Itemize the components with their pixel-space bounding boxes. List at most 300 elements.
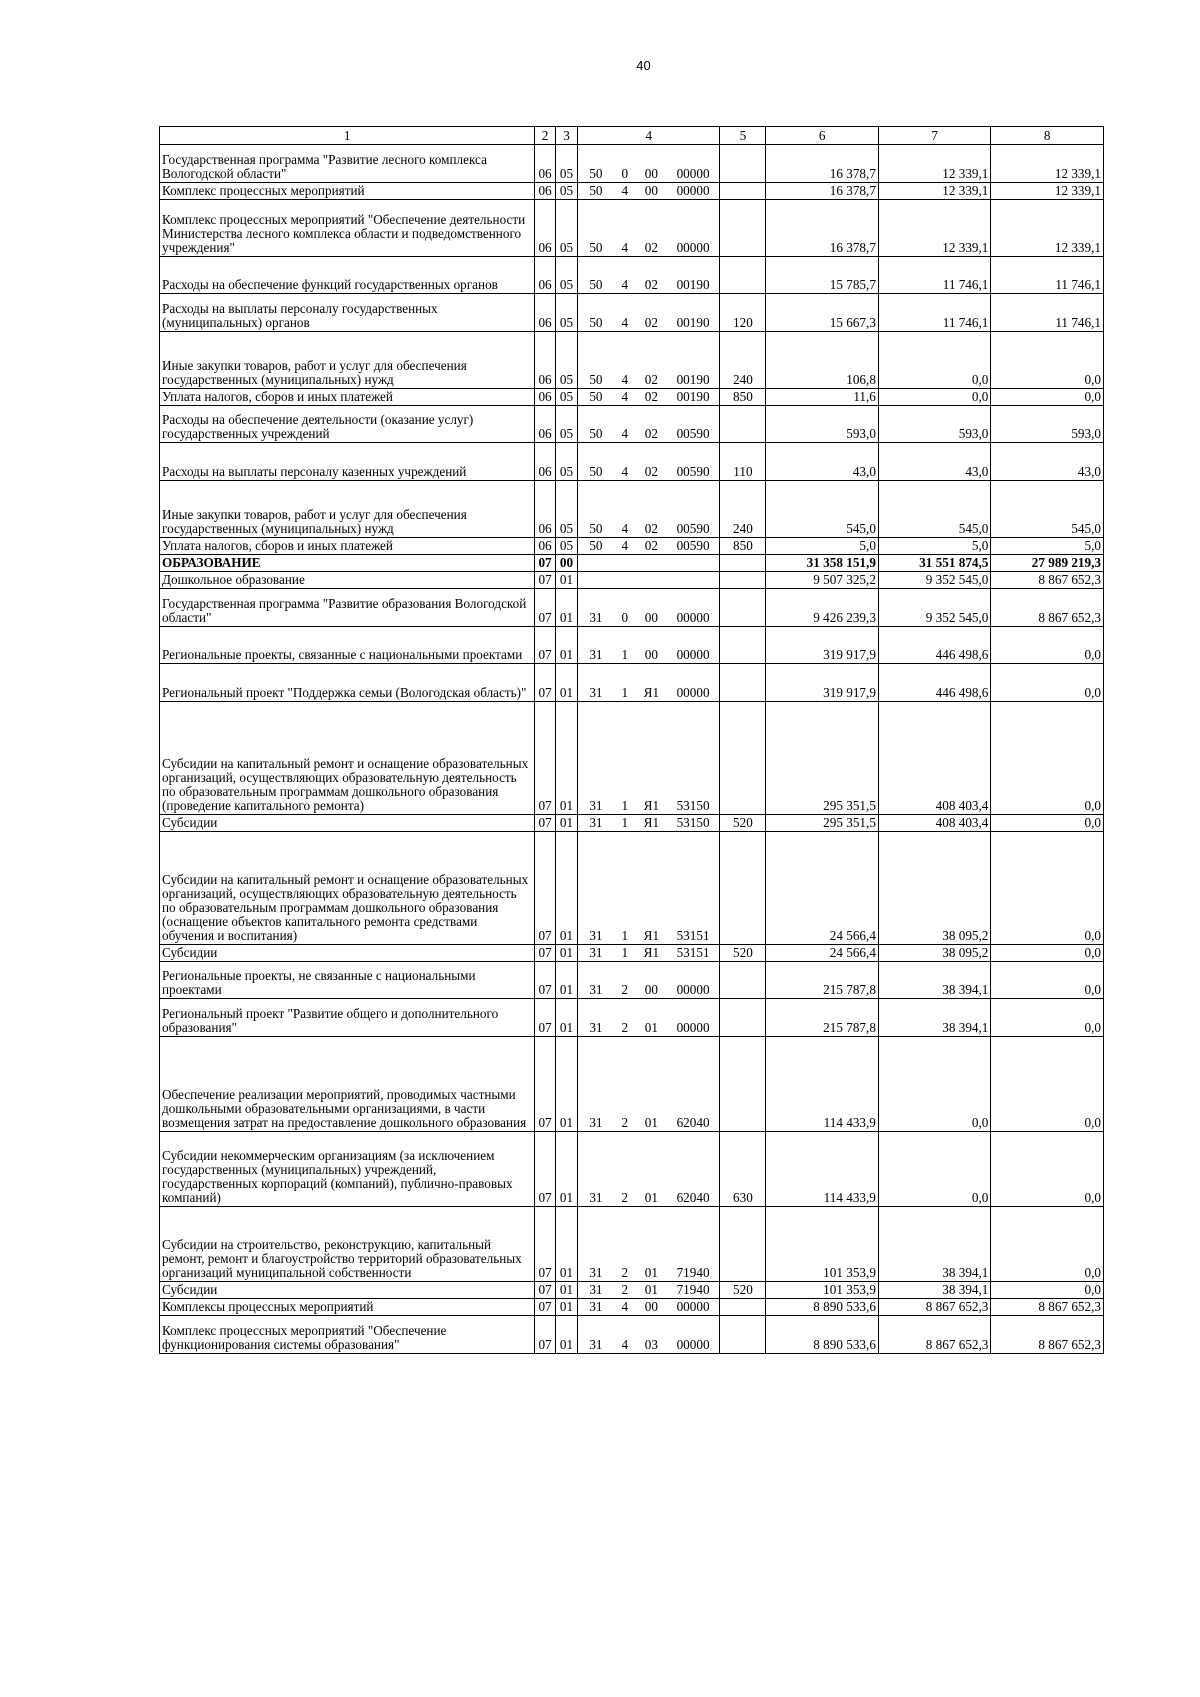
section-code: 06: [535, 389, 555, 406]
direction-code: 4: [614, 200, 636, 257]
section-code: 07: [535, 999, 555, 1037]
direction-code: 0: [614, 589, 636, 627]
subprogram-code: Я1: [636, 832, 667, 945]
amount-col6: 8 890 533,6: [766, 1316, 878, 1354]
program-code: 31: [578, 999, 614, 1037]
amount-col6: 15 785,7: [766, 257, 878, 294]
subsection-code: 05: [555, 538, 577, 555]
table-row: [160, 945, 1104, 962]
program-code: 31: [578, 962, 614, 999]
direction-code: 4: [614, 481, 636, 538]
row-name: Субсидии на капитальный ремонт и оснащение образовательных организаций, осуществляющих образовательную деятельность по образовательным программам дошкольного образования (оснащение объектов капитального ремонта средствами обучения и воспитания): [160, 832, 535, 945]
expense-type-code: [720, 664, 766, 702]
amount-col8: 0,0: [991, 1132, 1104, 1207]
direction-code: 4: [614, 332, 636, 389]
subprogram-code: 00: [636, 183, 667, 200]
subsection-code: 05: [555, 183, 577, 200]
direction-code: 2: [614, 999, 636, 1037]
direction-code: [614, 572, 636, 589]
direction-code: 4: [614, 1299, 636, 1316]
expense-type-code: [720, 406, 766, 443]
amount-col6: 215 787,8: [766, 999, 878, 1037]
item-code: 00590: [667, 538, 720, 555]
amount-col7: 12 339,1: [878, 183, 990, 200]
amount-col6: 9 507 325,2: [766, 572, 878, 589]
expense-type-code: 520: [720, 815, 766, 832]
program-code: 31: [578, 627, 614, 664]
item-code: 00000: [667, 145, 720, 183]
amount-col8: 0,0: [991, 962, 1104, 999]
program-code: 31: [578, 815, 614, 832]
program-code: 50: [578, 257, 614, 294]
amount-col7: 446 498,6: [878, 664, 990, 702]
row-name: Уплата налогов, сборов и иных платежей: [160, 389, 535, 406]
column-number: 3: [555, 127, 577, 145]
table-row: [160, 999, 1104, 1037]
expense-type-code: 110: [720, 443, 766, 481]
subprogram-code: 00: [636, 962, 667, 999]
item-code: 00190: [667, 294, 720, 332]
direction-code: 4: [614, 294, 636, 332]
amount-col7: 11 746,1: [878, 294, 990, 332]
table-row: [160, 481, 1104, 538]
subsection-code: 05: [555, 481, 577, 538]
section-code: 07: [535, 1282, 555, 1299]
direction-code: 2: [614, 1207, 636, 1282]
program-code: 50: [578, 406, 614, 443]
direction-code: 2: [614, 1037, 636, 1132]
subsection-code: 01: [555, 815, 577, 832]
section-code: 06: [535, 332, 555, 389]
column-number: 4: [578, 127, 720, 145]
amount-col7: 0,0: [878, 1132, 990, 1207]
amount-col6: 295 351,5: [766, 815, 878, 832]
expense-type-code: 850: [720, 389, 766, 406]
row-name: Уплата налогов, сборов и иных платежей: [160, 538, 535, 555]
table-row: [160, 1282, 1104, 1299]
subsection-code: 01: [555, 999, 577, 1037]
program-code: 50: [578, 443, 614, 481]
column-number: 8: [991, 127, 1104, 145]
direction-code: 2: [614, 1132, 636, 1207]
item-code: 00000: [667, 183, 720, 200]
amount-col7: 408 403,4: [878, 815, 990, 832]
amount-col7: 5,0: [878, 538, 990, 555]
table-row: [160, 332, 1104, 389]
table-row: [160, 962, 1104, 999]
subprogram-code: 02: [636, 332, 667, 389]
subprogram-code: 01: [636, 999, 667, 1037]
direction-code: 4: [614, 183, 636, 200]
table-row: [160, 1037, 1104, 1132]
amount-col6: 319 917,9: [766, 664, 878, 702]
item-code: 00590: [667, 406, 720, 443]
row-name: Комплекс процессных мероприятий "Обеспечение деятельности Министерства лесного комплекса области и подведомственного учреждения": [160, 200, 535, 257]
row-name: Комплекс процессных мероприятий "Обеспечение функционирования системы образования": [160, 1316, 535, 1354]
expense-type-code: [720, 999, 766, 1037]
subprogram-code: 01: [636, 1207, 667, 1282]
expense-type-code: [720, 832, 766, 945]
row-name: Расходы на обеспечение деятельности (оказание услуг) государственных учреждений: [160, 406, 535, 443]
subprogram-code: 02: [636, 257, 667, 294]
subprogram-code: 01: [636, 1282, 667, 1299]
program-code: 31: [578, 1282, 614, 1299]
item-code: [667, 555, 720, 572]
subprogram-code: 01: [636, 1132, 667, 1207]
subsection-code: 05: [555, 443, 577, 481]
row-name: Субсидии: [160, 1282, 535, 1299]
row-name: Субсидии: [160, 945, 535, 962]
amount-col6: 319 917,9: [766, 627, 878, 664]
table-row: [160, 443, 1104, 481]
section-code: 07: [535, 832, 555, 945]
row-name: Субсидии: [160, 815, 535, 832]
section-code: 06: [535, 406, 555, 443]
item-code: 00000: [667, 962, 720, 999]
amount-col7: 0,0: [878, 389, 990, 406]
program-code: 31: [578, 702, 614, 815]
table-row: [160, 200, 1104, 257]
program-code: 31: [578, 832, 614, 945]
expense-type-code: [720, 962, 766, 999]
table-row: [160, 257, 1104, 294]
amount-col8: 0,0: [991, 1037, 1104, 1132]
expense-type-code: 520: [720, 1282, 766, 1299]
section-code: 06: [535, 200, 555, 257]
amount-col7: 0,0: [878, 332, 990, 389]
amount-col6: 16 378,7: [766, 183, 878, 200]
amount-col6: 11,6: [766, 389, 878, 406]
item-code: 53151: [667, 832, 720, 945]
amount-col8: 0,0: [991, 332, 1104, 389]
subprogram-code: 02: [636, 294, 667, 332]
subprogram-code: Я1: [636, 945, 667, 962]
subprogram-code: Я1: [636, 815, 667, 832]
table-row: [160, 1316, 1104, 1354]
program-code: [578, 555, 614, 572]
amount-col8: 43,0: [991, 443, 1104, 481]
subsection-code: 05: [555, 406, 577, 443]
amount-col7: 0,0: [878, 1037, 990, 1132]
program-code: 31: [578, 1207, 614, 1282]
row-name: Расходы на выплаты персоналу казенных учреждений: [160, 443, 535, 481]
program-code: 31: [578, 1316, 614, 1354]
amount-col6: 24 566,4: [766, 945, 878, 962]
amount-col7: 9 352 545,0: [878, 572, 990, 589]
direction-code: 1: [614, 702, 636, 815]
expense-type-code: [720, 627, 766, 664]
page-number: 40: [636, 58, 651, 73]
amount-col8: 11 746,1: [991, 257, 1104, 294]
item-code: 00000: [667, 200, 720, 257]
expense-type-code: [720, 145, 766, 183]
section-code: 07: [535, 664, 555, 702]
subsection-code: 01: [555, 1299, 577, 1316]
table-row: [160, 538, 1104, 555]
item-code: 00190: [667, 257, 720, 294]
amount-col6: 101 353,9: [766, 1207, 878, 1282]
item-code: 00000: [667, 1299, 720, 1316]
row-name: Расходы на обеспечение функций государственных органов: [160, 257, 535, 294]
program-code: 50: [578, 183, 614, 200]
amount-col7: 38 095,2: [878, 945, 990, 962]
amount-col7: 12 339,1: [878, 200, 990, 257]
direction-code: 1: [614, 832, 636, 945]
subsection-code: 05: [555, 332, 577, 389]
expense-type-code: 850: [720, 538, 766, 555]
subsection-code: 05: [555, 257, 577, 294]
section-code: 06: [535, 443, 555, 481]
item-code: 00590: [667, 443, 720, 481]
item-code: 71940: [667, 1282, 720, 1299]
section-code: 07: [535, 815, 555, 832]
table-row: [160, 406, 1104, 443]
expense-type-code: [720, 183, 766, 200]
amount-col6: 43,0: [766, 443, 878, 481]
item-code: 00190: [667, 332, 720, 389]
subprogram-code: 00: [636, 1299, 667, 1316]
column-number: 7: [878, 127, 990, 145]
item-code: 00000: [667, 1316, 720, 1354]
row-name: Государственная программа "Развитие лесного комплекса Вологодской области": [160, 145, 535, 183]
table-row: [160, 832, 1104, 945]
amount-col8: 0,0: [991, 702, 1104, 815]
column-number: 1: [160, 127, 535, 145]
subprogram-code: 02: [636, 481, 667, 538]
expense-type-code: [720, 1037, 766, 1132]
subprogram-code: 00: [636, 589, 667, 627]
expense-type-code: [720, 589, 766, 627]
amount-col7: 408 403,4: [878, 702, 990, 815]
column-number: 5: [720, 127, 766, 145]
section-code: 07: [535, 589, 555, 627]
expense-type-code: 520: [720, 945, 766, 962]
section-code: 07: [535, 572, 555, 589]
table-row: [160, 145, 1104, 183]
subprogram-code: [636, 572, 667, 589]
table-row: [160, 183, 1104, 200]
amount-col7: 545,0: [878, 481, 990, 538]
row-name: Региональный проект "Развитие общего и дополнительного образования": [160, 999, 535, 1037]
program-code: 50: [578, 332, 614, 389]
section-code: 06: [535, 481, 555, 538]
amount-col6: 114 433,9: [766, 1132, 878, 1207]
row-name: Комплекс процессных мероприятий: [160, 183, 535, 200]
row-name: Иные закупки товаров, работ и услуг для обеспечения государственных (муниципальных) нужд: [160, 332, 535, 389]
column-number: 2: [535, 127, 555, 145]
item-code: 00000: [667, 627, 720, 664]
table-row: [160, 572, 1104, 589]
amount-col8: 8 867 652,3: [991, 1316, 1104, 1354]
subsection-code: 01: [555, 589, 577, 627]
direction-code: 4: [614, 538, 636, 555]
subsection-code: 01: [555, 1207, 577, 1282]
subprogram-code: Я1: [636, 702, 667, 815]
amount-col6: 16 378,7: [766, 145, 878, 183]
direction-code: 1: [614, 945, 636, 962]
amount-col6: 101 353,9: [766, 1282, 878, 1299]
subprogram-code: 02: [636, 389, 667, 406]
program-code: 50: [578, 481, 614, 538]
program-code: 31: [578, 1299, 614, 1316]
amount-col7: 38 394,1: [878, 962, 990, 999]
section-code: 07: [535, 555, 555, 572]
section-code: 07: [535, 627, 555, 664]
subsection-code: 01: [555, 1132, 577, 1207]
amount-col8: 0,0: [991, 627, 1104, 664]
subprogram-code: [636, 555, 667, 572]
amount-col7: 8 867 652,3: [878, 1316, 990, 1354]
item-code: 00000: [667, 999, 720, 1037]
expense-type-code: [720, 1207, 766, 1282]
direction-code: 4: [614, 257, 636, 294]
section-code: 07: [535, 1207, 555, 1282]
direction-code: 4: [614, 406, 636, 443]
amount-col7: 43,0: [878, 443, 990, 481]
subprogram-code: 02: [636, 406, 667, 443]
direction-code: 4: [614, 389, 636, 406]
program-code: 31: [578, 589, 614, 627]
amount-col7: 11 746,1: [878, 257, 990, 294]
row-name: ОБРАЗОВАНИЕ: [160, 555, 535, 572]
section-code: 07: [535, 962, 555, 999]
subsection-code: 01: [555, 962, 577, 999]
subprogram-code: 02: [636, 200, 667, 257]
table-row: [160, 702, 1104, 815]
amount-col7: 9 352 545,0: [878, 589, 990, 627]
subsection-code: 01: [555, 945, 577, 962]
expense-type-code: [720, 572, 766, 589]
direction-code: [614, 555, 636, 572]
amount-col8: 12 339,1: [991, 183, 1104, 200]
table-row: [160, 1207, 1104, 1282]
row-name: Расходы на выплаты персоналу государственных (муниципальных) органов: [160, 294, 535, 332]
table-row: [160, 555, 1104, 572]
amount-col6: 106,8: [766, 332, 878, 389]
section-code: 06: [535, 145, 555, 183]
direction-code: 2: [614, 962, 636, 999]
program-code: 31: [578, 1132, 614, 1207]
expense-type-code: 240: [720, 332, 766, 389]
program-code: 50: [578, 538, 614, 555]
item-code: 00590: [667, 481, 720, 538]
expense-type-code: 630: [720, 1132, 766, 1207]
expense-type-code: [720, 1299, 766, 1316]
section-code: 06: [535, 538, 555, 555]
column-number-row: [160, 127, 1104, 145]
item-code: 53151: [667, 945, 720, 962]
subsection-code: 05: [555, 389, 577, 406]
subsection-code: 01: [555, 702, 577, 815]
direction-code: 1: [614, 627, 636, 664]
program-code: 31: [578, 664, 614, 702]
subprogram-code: 00: [636, 627, 667, 664]
amount-col7: 8 867 652,3: [878, 1299, 990, 1316]
amount-col6: 5,0: [766, 538, 878, 555]
amount-col7: 38 095,2: [878, 832, 990, 945]
subprogram-code: 01: [636, 1037, 667, 1132]
subprogram-code: 00: [636, 145, 667, 183]
section-code: 07: [535, 1037, 555, 1132]
amount-col8: 0,0: [991, 945, 1104, 962]
item-code: 53150: [667, 815, 720, 832]
subsection-code: 01: [555, 664, 577, 702]
item-code: 62040: [667, 1132, 720, 1207]
subprogram-code: 02: [636, 538, 667, 555]
program-code: 31: [578, 1037, 614, 1132]
subsection-code: 05: [555, 200, 577, 257]
amount-col8: 0,0: [991, 389, 1104, 406]
table-row: [160, 1299, 1104, 1316]
amount-col8: 0,0: [991, 999, 1104, 1037]
expense-type-code: [720, 1316, 766, 1354]
amount-col8: 0,0: [991, 1282, 1104, 1299]
subsection-code: 01: [555, 572, 577, 589]
amount-col6: 545,0: [766, 481, 878, 538]
program-code: [578, 572, 614, 589]
subsection-code: 00: [555, 555, 577, 572]
amount-col8: 545,0: [991, 481, 1104, 538]
expense-type-code: [720, 257, 766, 294]
subprogram-code: 02: [636, 443, 667, 481]
subsection-code: 01: [555, 832, 577, 945]
table-row: [160, 627, 1104, 664]
row-name: Региональный проект "Поддержка семьи (Вологодская область)": [160, 664, 535, 702]
amount-col8: 0,0: [991, 832, 1104, 945]
subsection-code: 01: [555, 1316, 577, 1354]
row-name: Дошкольное образование: [160, 572, 535, 589]
item-code: 71940: [667, 1207, 720, 1282]
expense-type-code: [720, 702, 766, 815]
direction-code: 4: [614, 443, 636, 481]
amount-col7: 12 339,1: [878, 145, 990, 183]
expense-type-code: 240: [720, 481, 766, 538]
amount-col6: 215 787,8: [766, 962, 878, 999]
amount-col7: 593,0: [878, 406, 990, 443]
amount-col8: 0,0: [991, 1207, 1104, 1282]
row-name: Субсидии на капитальный ремонт и оснащение образовательных организаций, осуществляющих образовательную деятельность по образовательным программам дошкольного образования (проведение капитального ремонта): [160, 702, 535, 815]
program-code: 50: [578, 145, 614, 183]
item-code: 00000: [667, 664, 720, 702]
table-row: [160, 389, 1104, 406]
direction-code: 1: [614, 815, 636, 832]
section-code: 07: [535, 1132, 555, 1207]
subprogram-code: 03: [636, 1316, 667, 1354]
amount-col8: 8 867 652,3: [991, 572, 1104, 589]
row-name: Субсидии некоммерческим организациям (за исключением государственных (муниципальных) учреждений, государственных корпораций (компаний), публично-правовых компаний): [160, 1132, 535, 1207]
row-name: Государственная программа "Развитие образования Вологодской области": [160, 589, 535, 627]
amount-col8: 593,0: [991, 406, 1104, 443]
item-code: 00190: [667, 389, 720, 406]
amount-col8: 8 867 652,3: [991, 1299, 1104, 1316]
section-code: 07: [535, 1299, 555, 1316]
amount-col6: 114 433,9: [766, 1037, 878, 1132]
subsection-code: 01: [555, 1282, 577, 1299]
amount-col6: 31 358 151,9: [766, 555, 878, 572]
amount-col6: 593,0: [766, 406, 878, 443]
section-code: 06: [535, 257, 555, 294]
amount-col8: 11 746,1: [991, 294, 1104, 332]
section-code: 07: [535, 702, 555, 815]
row-name: Иные закупки товаров, работ и услуг для обеспечения государственных (муниципальных) нужд: [160, 481, 535, 538]
item-code: 62040: [667, 1037, 720, 1132]
row-name: Региональные проекты, связанные с национальными проектами: [160, 627, 535, 664]
subsection-code: 01: [555, 1037, 577, 1132]
row-name: Региональные проекты, не связанные с национальными проектами: [160, 962, 535, 999]
subsection-code: 01: [555, 627, 577, 664]
expense-type-code: [720, 555, 766, 572]
amount-col8: 0,0: [991, 664, 1104, 702]
